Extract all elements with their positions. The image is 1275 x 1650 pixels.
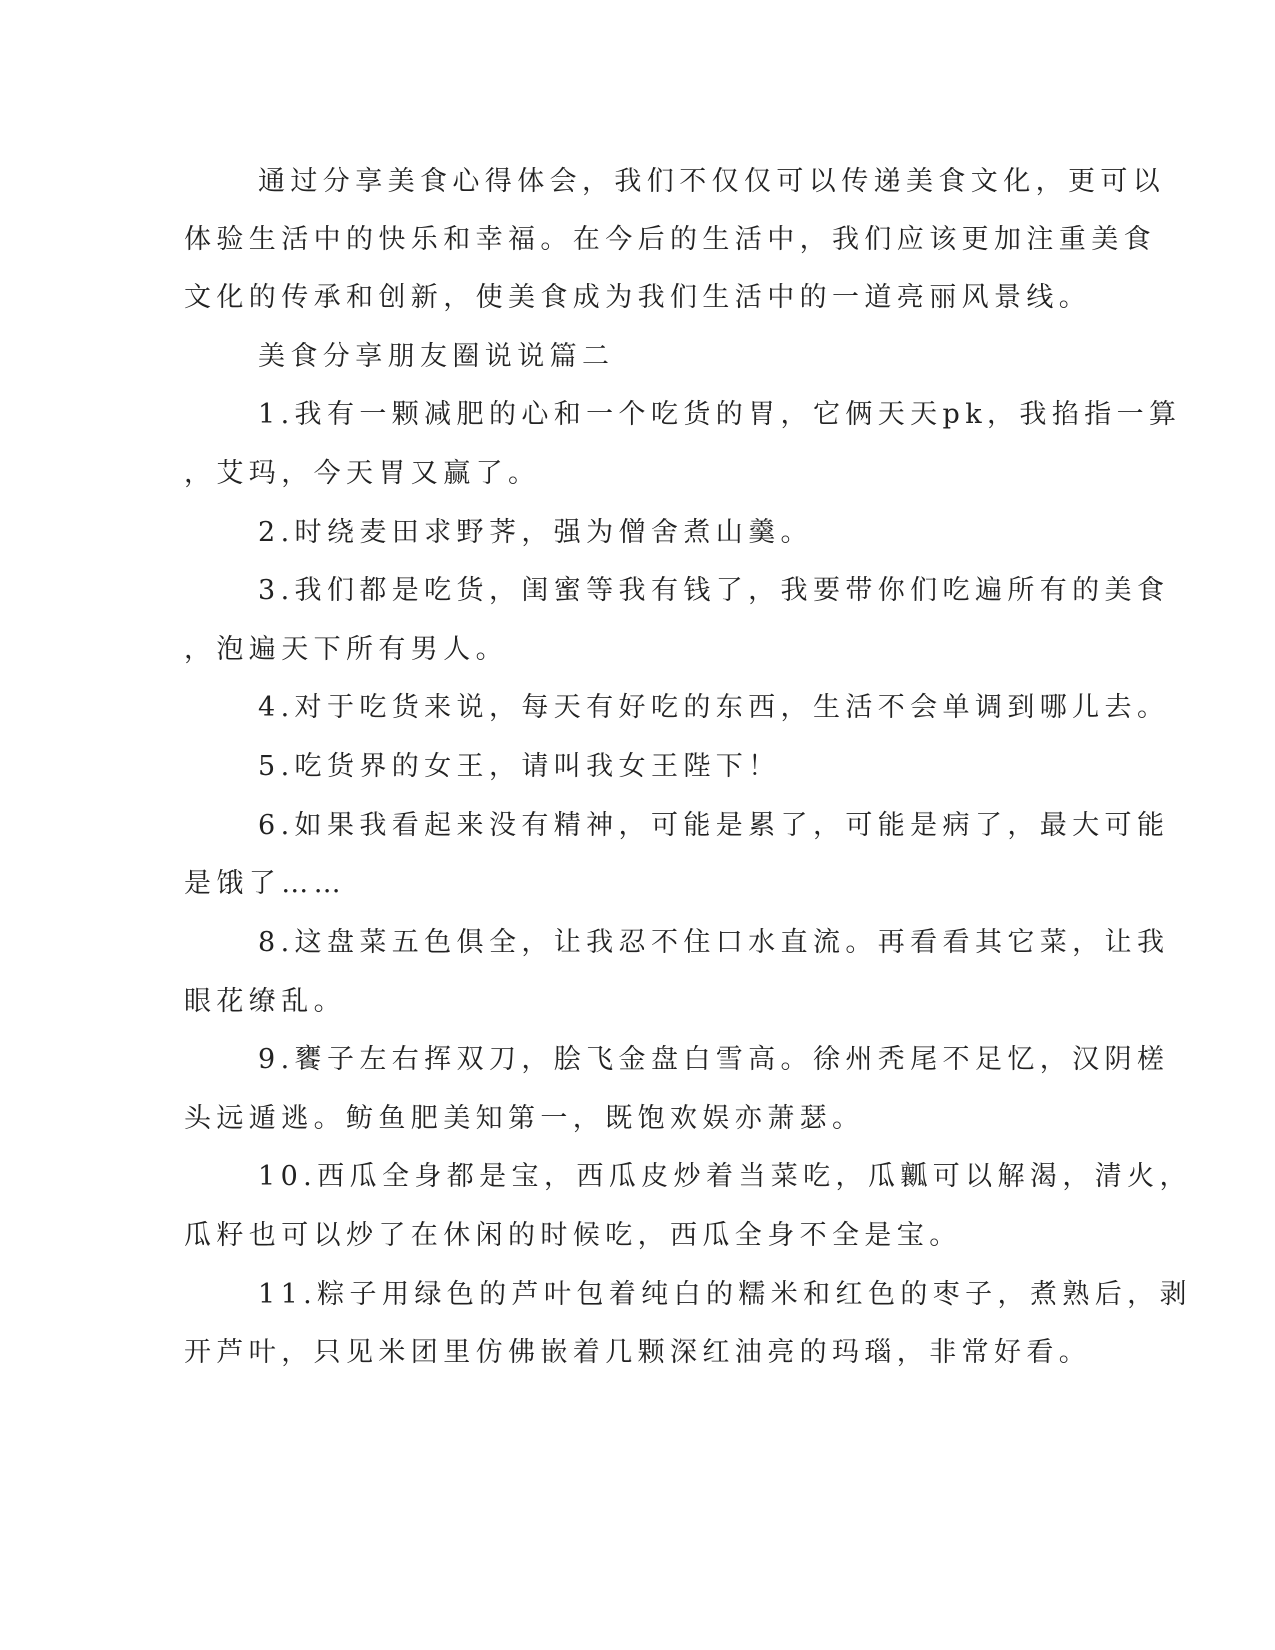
paragraph-line-5: 1.我有一颗减肥的心和一个吃货的胃，它俩天天pk，我掐指一算 bbox=[258, 399, 1182, 430]
paragraph-line-18: 10.西瓜全身都是宝，西瓜皮炒着当菜吃，瓜瓤可以解渴，清火， bbox=[258, 1161, 1192, 1192]
paragraph-line-11: 5.吃货界的女王，请叫我女王陛下！ bbox=[258, 751, 781, 782]
paragraph-line-16: 9.饔子左右挥双刀，脍飞金盘白雪高。徐州秃尾不足忆，汉阴槎 bbox=[258, 1044, 1170, 1075]
paragraph-line-13: 是饿了…… bbox=[184, 868, 346, 899]
paragraph-line-12: 6.如果我看起来没有精神，可能是累了，可能是病了，最大可能 bbox=[258, 810, 1170, 841]
paragraph-line-21: 开芦叶，只见米团里仿佛嵌着几颗深红油亮的玛瑙，非常好看。 bbox=[184, 1337, 1092, 1368]
paragraph-line-17: 头远遁逃。鲂鱼肥美知第一，既饱欢娱亦萧瑟。 bbox=[184, 1103, 865, 1134]
paragraph-line-2: 体验生活中的快乐和幸福。在今后的生活中，我们应该更加注重美食 bbox=[184, 224, 1156, 255]
paragraph-line-20: 11.粽子用绿色的芦叶包着纯白的糯米和红色的枣子，煮熟后，剥 bbox=[258, 1279, 1192, 1310]
paragraph-line-6: ，艾玛，今天胃又赢了。 bbox=[184, 458, 541, 489]
section-heading: 美食分享朋友圈说说篇二 bbox=[258, 341, 615, 372]
paragraph-line-10: 4.对于吃货来说，每天有好吃的东西，生活不会单调到哪儿去。 bbox=[258, 692, 1170, 723]
paragraph-line-19: 瓜籽也可以炒了在休闲的时候吃，西瓜全身不全是宝。 bbox=[184, 1220, 962, 1251]
paragraph-line-7: 2.时绕麦田求野荠，强为僧舍煮山羹。 bbox=[258, 517, 813, 548]
paragraph-line-1: 通过分享美食心得体会，我们不仅仅可以传递美食文化，更可以 bbox=[258, 166, 1166, 197]
paragraph-line-15: 眼花缭乱。 bbox=[184, 986, 346, 1017]
paragraph-line-14: 8.这盘菜五色俱全，让我忍不住口水直流。再看看其它菜，让我 bbox=[258, 927, 1170, 958]
paragraph-line-3: 文化的传承和创新，使美食成为我们生活中的一道亮丽风景线。 bbox=[184, 282, 1092, 313]
paragraph-line-8: 3.我们都是吃货，闺蜜等我有钱了，我要带你们吃遍所有的美食 bbox=[258, 575, 1170, 606]
paragraph-line-9: ，泡遍天下所有男人。 bbox=[184, 634, 508, 665]
